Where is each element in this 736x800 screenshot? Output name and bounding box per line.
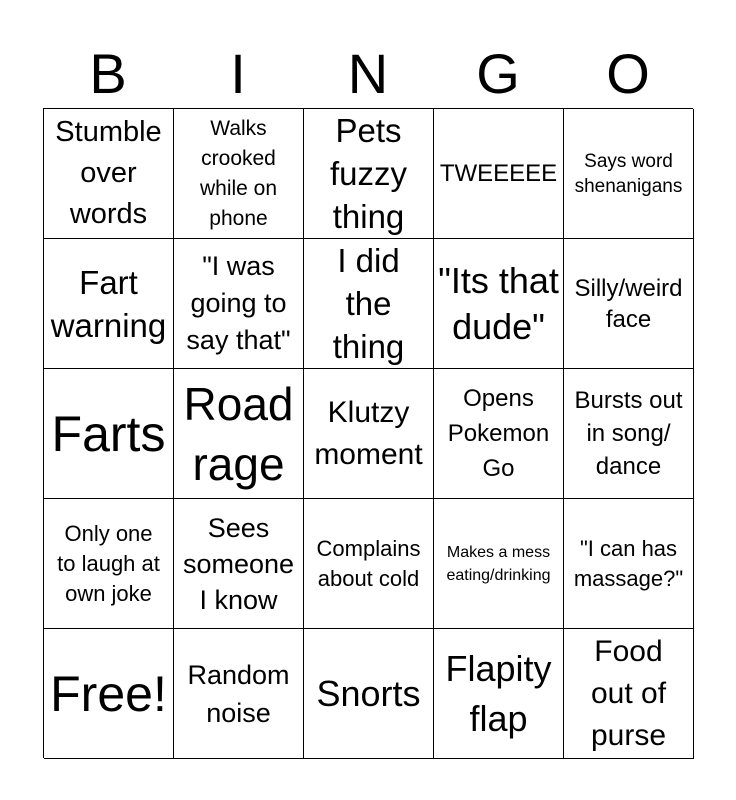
bingo-cell[interactable]: Pets fuzzy thing	[304, 109, 434, 239]
bingo-cell[interactable]: Food out of purse	[564, 629, 694, 759]
bingo-cell[interactable]: "I was going to say that"	[174, 239, 304, 369]
bingo-cell[interactable]: Makes a mess eating/drinking	[434, 499, 564, 629]
header-letter-g: G	[476, 42, 520, 105]
bingo-cell[interactable]: Flapity flap	[434, 629, 564, 759]
bingo-cell[interactable]: Random noise	[174, 629, 304, 759]
bingo-cell[interactable]: Opens Pokemon Go	[434, 369, 564, 499]
bingo-cell[interactable]: Stumble over words	[44, 109, 174, 239]
bingo-cell[interactable]: Farts	[44, 369, 174, 499]
bingo-cell[interactable]: "Its that dude"	[434, 239, 564, 369]
bingo-cell[interactable]: Snorts	[304, 629, 434, 759]
bingo-cell[interactable]: "I can has massage?"	[564, 499, 694, 629]
bingo-cell[interactable]: Klutzy moment	[304, 369, 434, 499]
header-letter-b: B	[89, 42, 127, 105]
bingo-cell[interactable]: Only one to laugh at own joke	[44, 499, 174, 629]
bingo-cell[interactable]: Road rage	[174, 369, 304, 499]
bingo-cell[interactable]: TWEEEEE	[434, 109, 564, 239]
bingo-grid	[43, 108, 693, 758]
header-letter-o: O	[606, 42, 650, 105]
header-letter-i: I	[230, 42, 246, 105]
bingo-cell[interactable]: Says word shenanigans	[564, 109, 694, 239]
bingo-cell[interactable]: Complains about cold	[304, 499, 434, 629]
bingo-cell[interactable]: Walks crooked while on phone	[174, 109, 304, 239]
bingo-cell[interactable]: Fart warning	[44, 239, 174, 369]
bingo-cell[interactable]: Sees someone I know	[174, 499, 304, 629]
bingo-cell[interactable]: Free!	[44, 629, 174, 759]
header-letter-n: N	[347, 42, 389, 105]
bingo-cell[interactable]: Bursts out in song/ dance	[564, 369, 694, 499]
bingo-cell[interactable]: I did the thing	[304, 239, 434, 369]
bingo-header	[43, 40, 693, 108]
bingo-cell[interactable]: Silly/weird face	[564, 239, 694, 369]
